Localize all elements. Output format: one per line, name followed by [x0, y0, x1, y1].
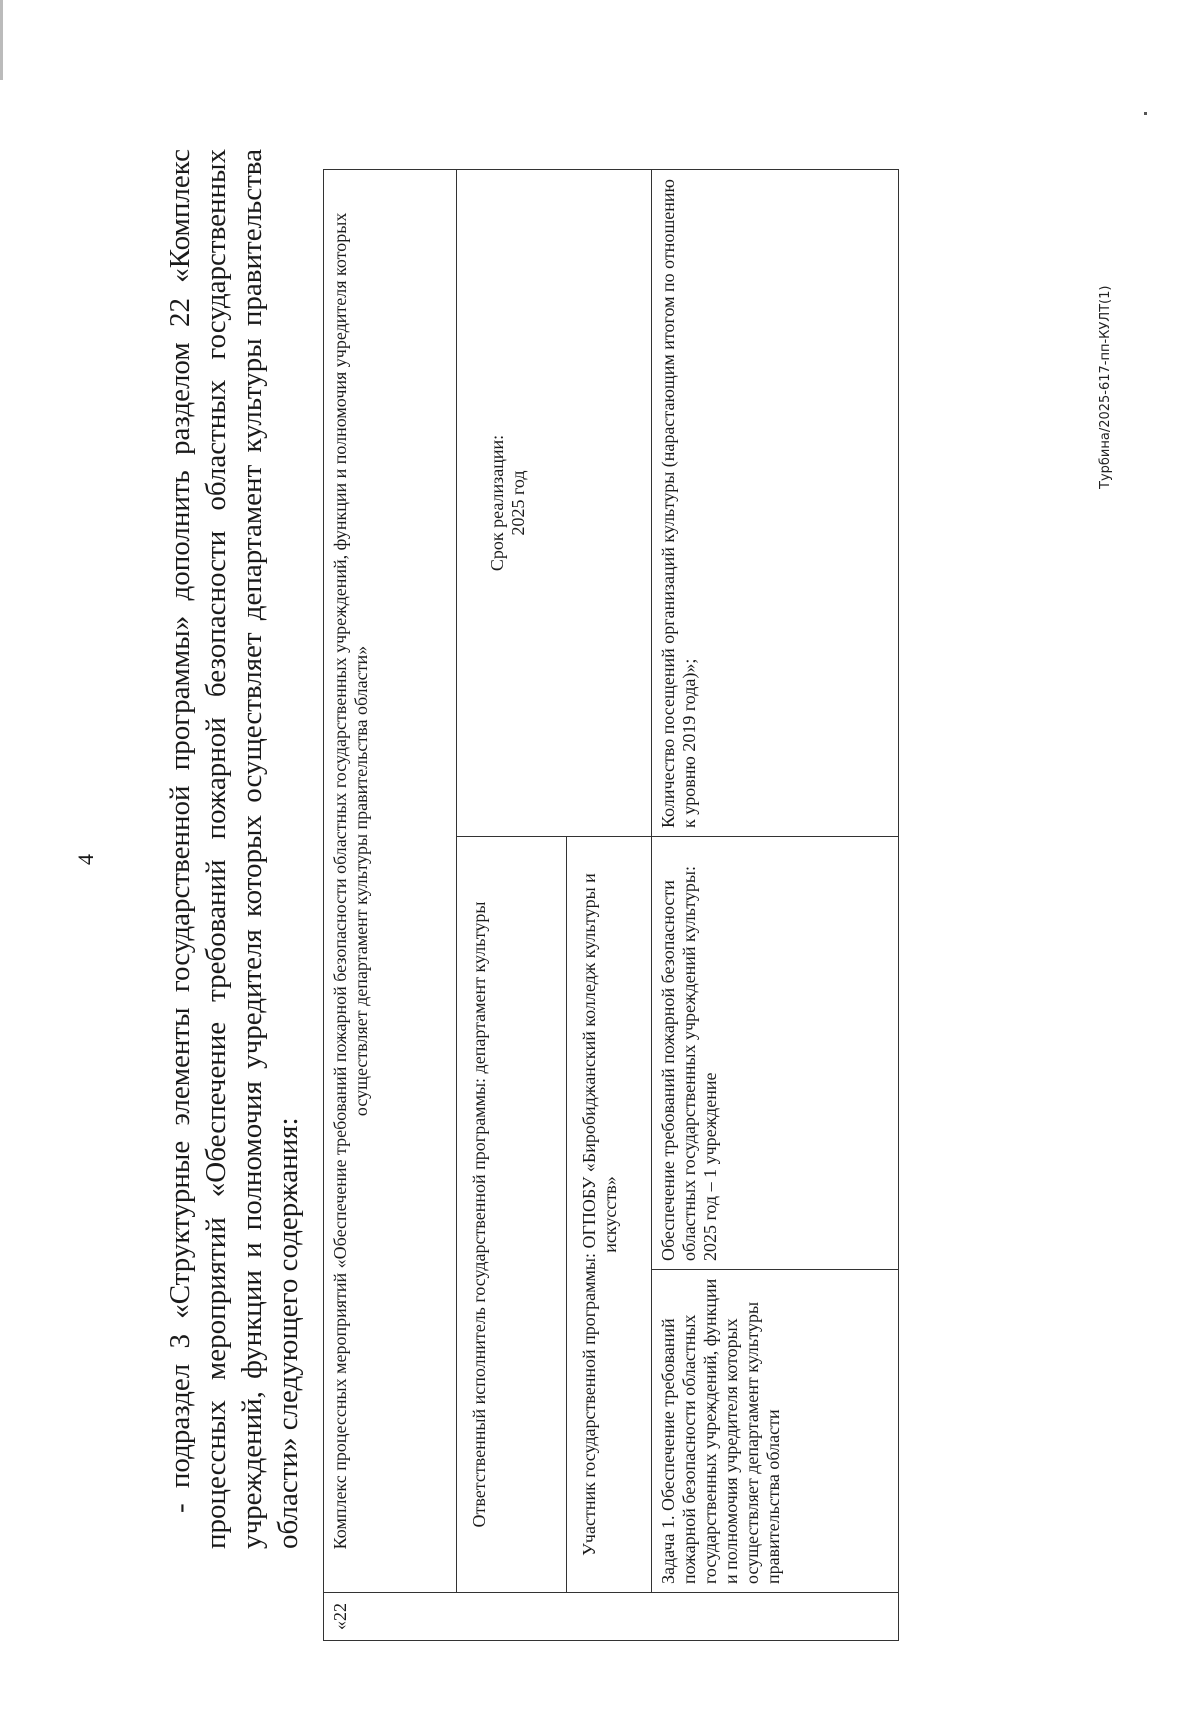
implementation-term-cell: Срок реализации: 2025 год: [457, 169, 652, 836]
task-cell: Задача 1. Обеспечение требований пожарной безопасности областных государственных учреждений, функции и полномочия учредителя которых осуществляет департамент культуры правительства области: [652, 1270, 899, 1593]
responsible-executor-cell: Ответственный исполнитель государственной программы: департамент культуры: [457, 837, 567, 1593]
expected-effect-cell: Обеспечение требований пожарной безопасности областных государственных учреждений культуры: 2025 год – 1 учреждение: [652, 837, 899, 1270]
indicator-cell: Количество посещений организаций культуры (нарастающим итогом по отношению к уровню 2019 года)»;: [652, 169, 899, 836]
page-number: 4: [73, 854, 98, 865]
table-row: [457, 169, 567, 1640]
document-footer-code: Турбина/2025-617-пп-КУЛТ(1): [1098, 285, 1113, 489]
section-number-cell: «22: [324, 1593, 899, 1641]
intro-paragraph: [162, 149, 306, 1549]
program-participant-cell: Участник государственной программы: ОГПОБУ «Биробиджанский колледж культуры и искусств»: [567, 837, 652, 1593]
table-row: [324, 169, 457, 1640]
structure-table: [323, 169, 899, 1641]
intro-text: - подраздел 3 «Структурные элементы государственной программы» дополнить разделом 22 «Комплекс процессных мероприятий «Обеспечение требований пожарной безопасности областных государственных учреждений, функции и полномочия учредителя которых осуществляет департамент культуры правительства области» следующего содержания:: [164, 149, 304, 1549]
table-row: [652, 169, 899, 1640]
complex-title-cell: Комплекс процессных мероприятий «Обеспечение требований пожарной безопасности областных государственных учреждений, функции и полномочия учредителя которых осуществляет департамент культуры правительства области»: [324, 169, 457, 1592]
